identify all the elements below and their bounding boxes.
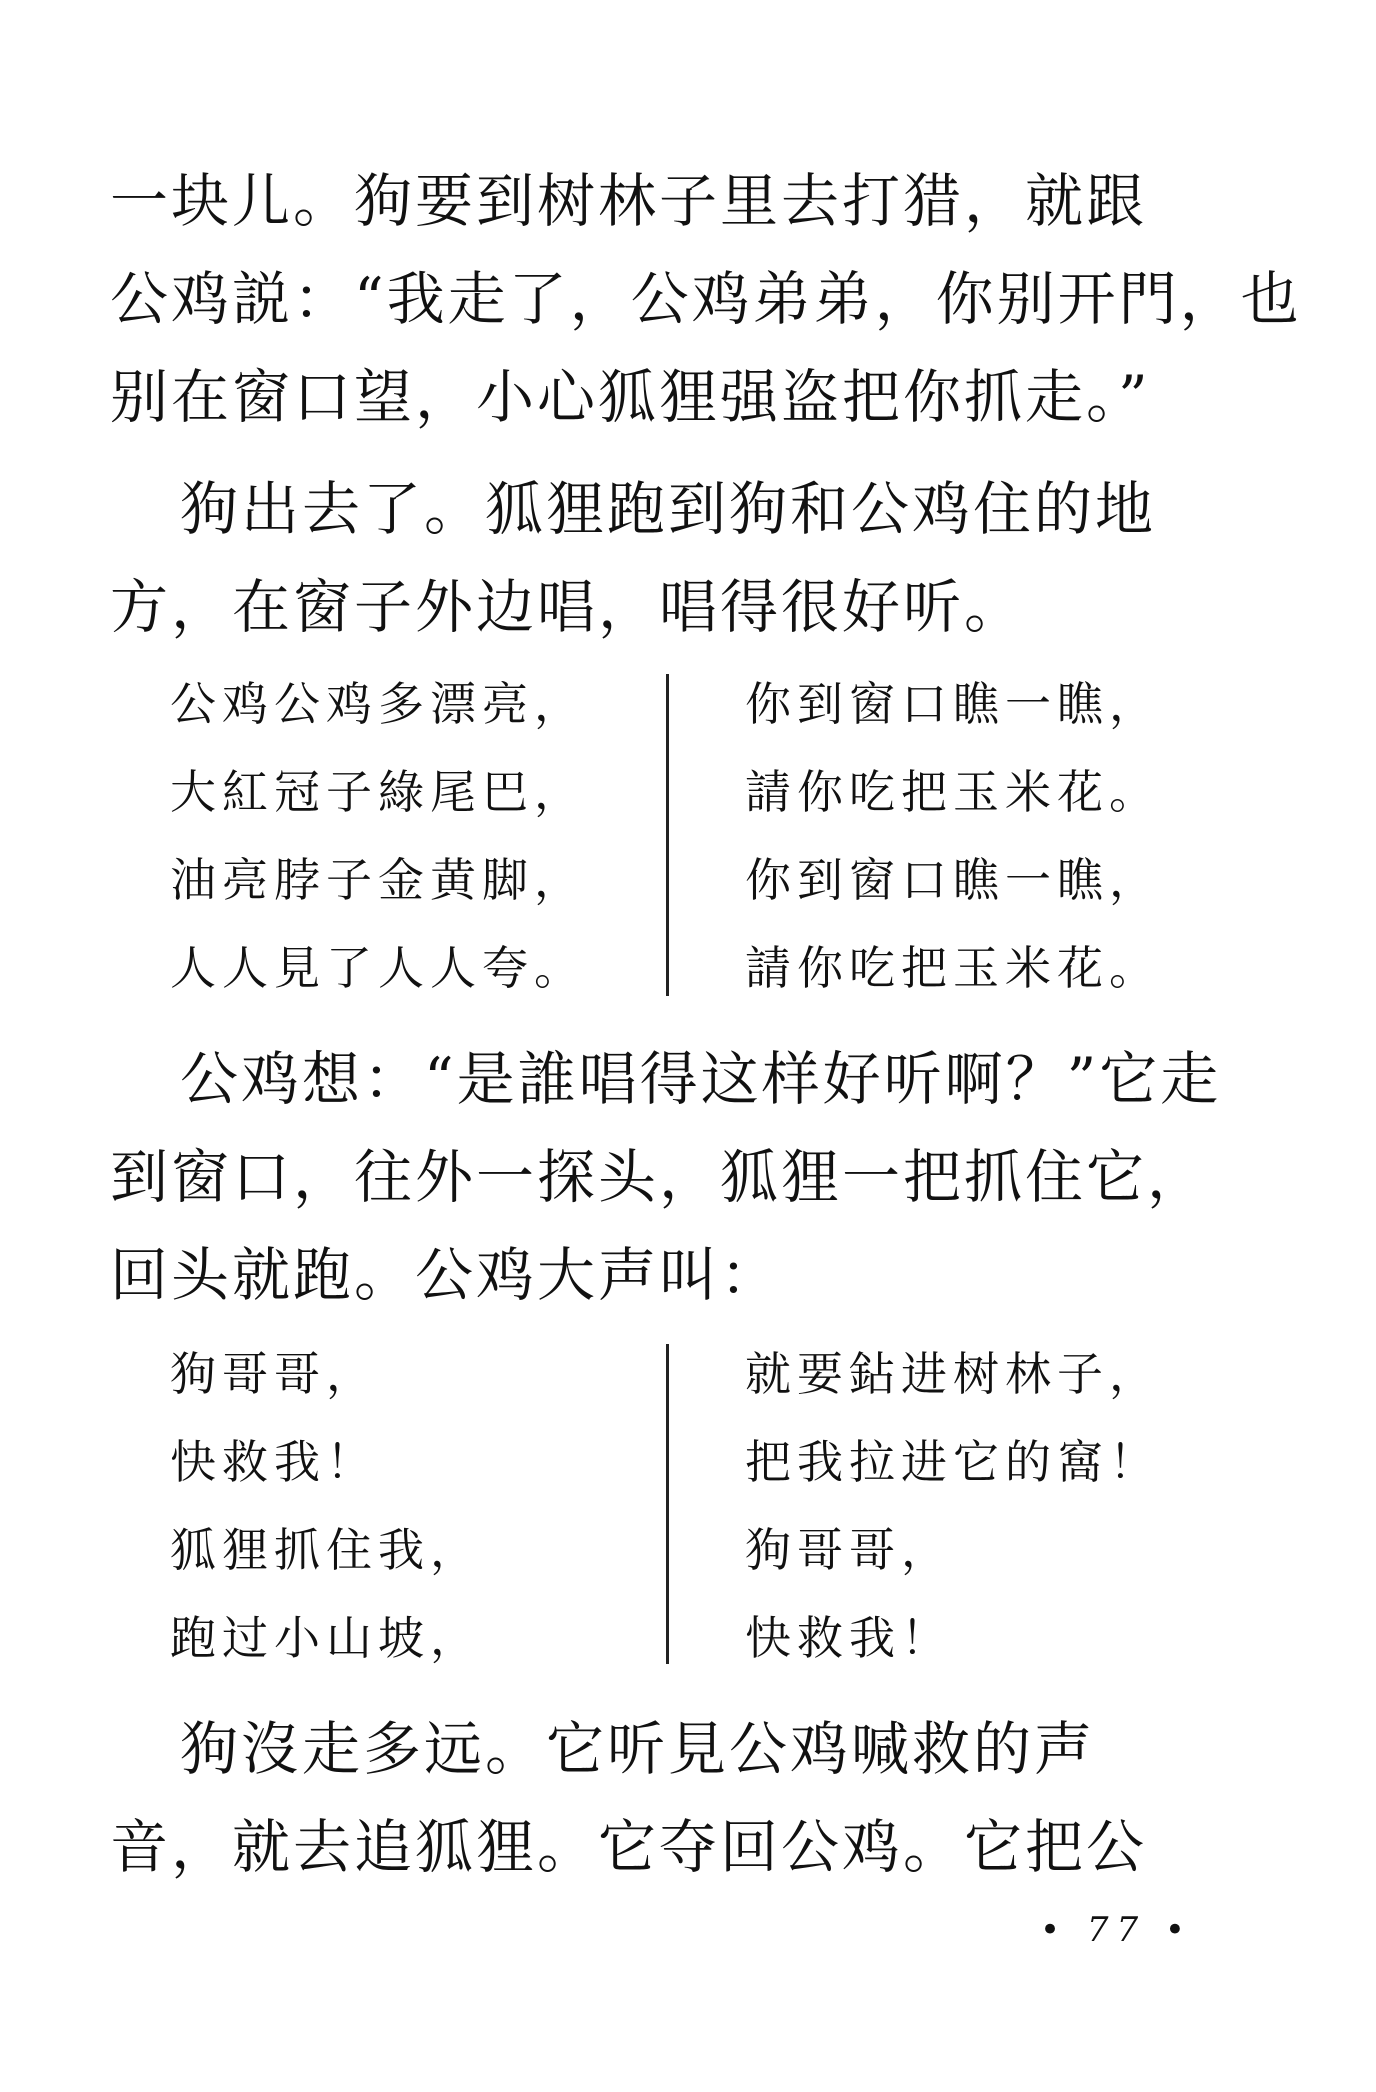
call-line: 狐狸抓住我， [170,1523,482,1577]
rooster-call [170,1330,1190,1682]
fox-song [170,660,1190,1012]
page-number: • 77 • [1040,1910,1193,1950]
call-right-column [745,1330,1161,1682]
call-left-column [170,1330,482,1682]
song-line: 請你吃把玉米花。 [745,941,1161,995]
song-left-column [170,660,586,1012]
song-right-column [745,660,1161,1012]
text-line: 到窗口，往外一探头，狐狸一把抓住它， [110,1143,1209,1211]
prose-block-2 [110,460,1230,656]
column-divider [666,1344,669,1664]
song-line: 大紅冠子綠尾巴， [170,765,586,819]
text-line: 一块儿。狗要到树林子里去打猎，就跟 [110,167,1148,235]
song-line: 人人見了人人夸。 [170,941,586,995]
call-line: 就要鉆进树林子， [745,1347,1161,1401]
song-line: 油亮脖子金黄脚， [170,853,586,907]
prose-block-3 [110,1030,1230,1324]
text-line: 狗沒走多远。它听見公鸡喊救的声 [180,1715,1096,1783]
call-line: 快救我！ [745,1611,953,1665]
text-line: 回头就跑。公鸡大声叫： [110,1241,782,1309]
song-line: 你到窗口瞧一瞧， [745,677,1161,731]
column-divider [666,674,669,996]
song-line: 請你吃把玉米花。 [745,765,1161,819]
prose-block-1 [110,152,1302,446]
song-line: 你到窗口瞧一瞧， [745,853,1161,907]
text-line: 方，在窗子外边唱，唱得很好听。 [110,573,1026,641]
call-line: 快救我！ [170,1435,378,1489]
call-line: 跑过小山坡， [170,1611,482,1665]
text-line: 公鸡想：“是誰唱得这样好听啊？”它走 [180,1045,1222,1113]
song-line: 公鸡公鸡多漂亮， [170,677,586,731]
call-line: 狗哥哥， [170,1347,378,1401]
prose-block-4 [110,1700,1230,1896]
text-line: 狗出去了。狐狸跑到狗和公鸡住的地 [180,475,1157,543]
text-line: 音，就去追狐狸。它夺回公鸡。它把公 [110,1813,1148,1881]
call-line: 把我拉进它的窩！ [745,1435,1161,1489]
call-line: 狗哥哥， [745,1523,953,1577]
text-line: 公鸡説：“我走了，公鸡弟弟，你别开門，也 [110,265,1302,333]
text-line: 别在窗口望，小心狐狸强盗把你抓走。” [110,363,1151,431]
